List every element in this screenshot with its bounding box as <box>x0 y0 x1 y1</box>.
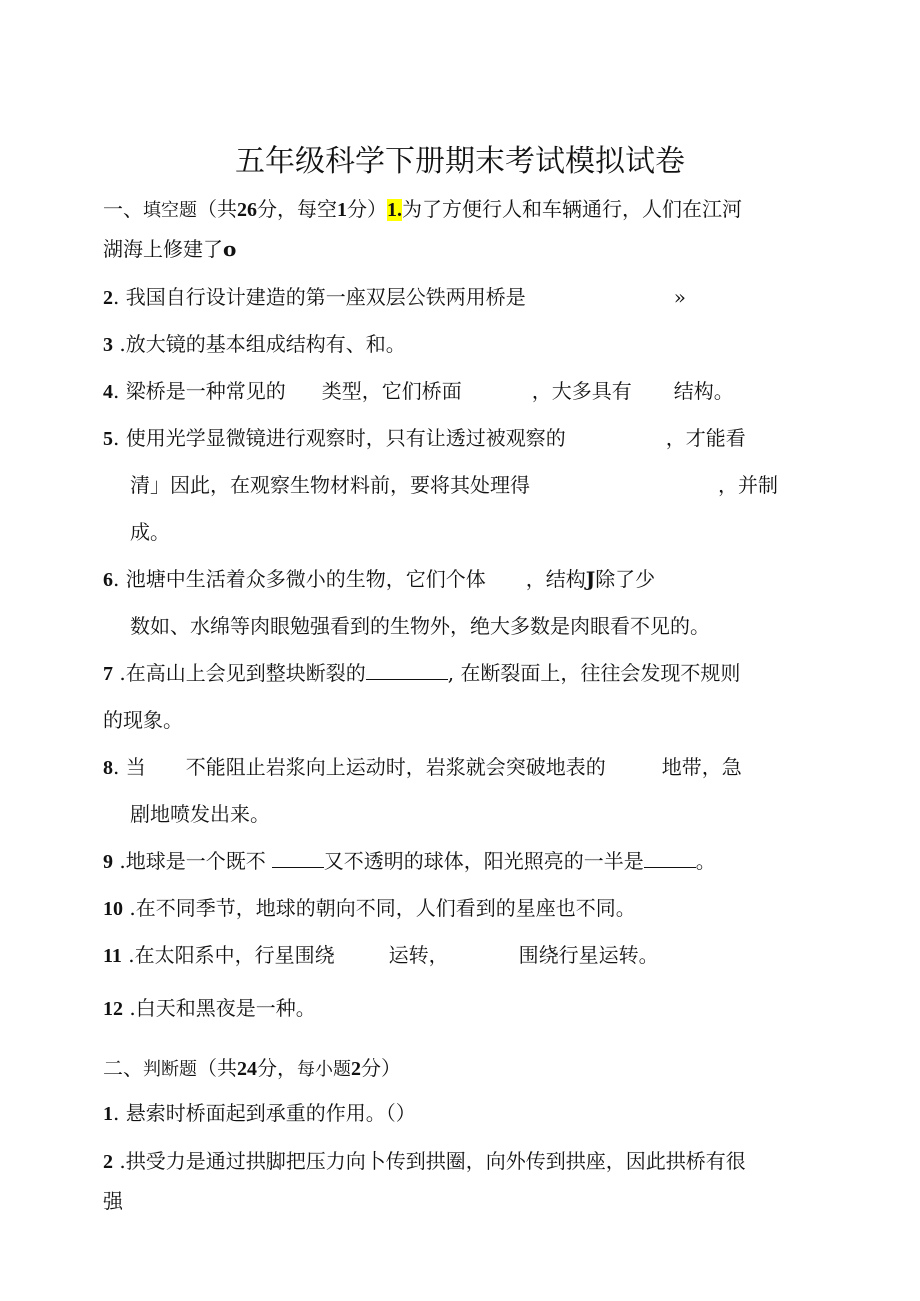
question-number: 2 <box>103 287 113 309</box>
question-number: 8 <box>103 757 113 779</box>
question-text: . 我国自行设计建造的第一座双层公铁两用桥是 <box>113 285 526 309</box>
question-text: 。 <box>695 849 716 873</box>
section2-prefix: 二、 <box>103 1056 143 1080</box>
section1-prefix: 一、 <box>103 197 143 221</box>
section1-points: 26 <box>237 199 257 221</box>
question-number: 2 <box>103 1151 113 1173</box>
question-text: , 在断裂面上，往往会发现不规则 <box>447 661 741 685</box>
question-text: 地带，急 <box>661 755 742 779</box>
question-text: 除了少 <box>595 567 656 591</box>
question-text: 数如、水绵等肉眼勉强看到的生物外，绝大多数是肉眼看不见的。 <box>130 614 710 638</box>
question-number: 4 <box>103 381 113 403</box>
section2-paren-open: （共 <box>197 1056 237 1080</box>
question-11 <box>103 942 659 968</box>
question-8 <box>103 754 742 780</box>
section1-each-points: 1 <box>337 199 347 221</box>
question-5-line-2 <box>130 472 778 498</box>
question-text: 运转， <box>388 943 449 967</box>
question-text: . 当 <box>113 755 146 779</box>
question-number: 5 <box>103 428 113 450</box>
section2-paren-close: 分） <box>361 1056 401 1080</box>
question-text: 剧地喷发出来。 <box>130 802 270 826</box>
question-4 <box>103 378 734 404</box>
question-text: 不能阻止岩浆向上运动时，岩浆就会突破地表的 <box>185 755 606 779</box>
section1-each: 每空 <box>297 197 337 221</box>
question-10 <box>103 895 636 921</box>
judgment-2-line-2 <box>103 1188 123 1214</box>
judgment-2 <box>103 1148 746 1174</box>
section1-paren-open: （共 <box>197 197 237 221</box>
answer-blank <box>366 661 448 680</box>
question-5-line-3 <box>130 519 170 545</box>
question-text: .在高山上会见到整块断裂的 <box>113 661 366 685</box>
question-text: .在不同季节，地球的朝向不同，人们看到的星座也不同。 <box>123 896 636 920</box>
question-text: . 梁桥是一种常见的 <box>113 379 286 403</box>
section1-mid: 分， <box>257 197 297 221</box>
question-number: 12 <box>103 998 123 1020</box>
question-text: .拱受力是通过拱脚把压力向卜传到拱圈，向外传到拱座，因此拱桥有很 <box>113 1149 746 1173</box>
question-text: .地球是一个既不 <box>113 849 266 873</box>
question-text: . 池塘中生活着众多微小的生物，它们个体 <box>113 567 486 591</box>
question-6-line-2 <box>130 613 710 639</box>
section1-paren-close: 分） <box>347 197 387 221</box>
question-number: 6 <box>103 569 113 591</box>
question-number: 10 <box>103 898 123 920</box>
page-title: 五年级科学下册期末考试模拟试卷 <box>235 144 685 179</box>
question-text: .在太阳系中，行星围绕 <box>121 943 335 967</box>
section2-points: 24 <box>237 1058 257 1080</box>
section1-heading <box>103 196 742 222</box>
question-text: 成。 <box>130 520 170 544</box>
question-12 <box>103 995 316 1021</box>
question-3 <box>103 331 406 357</box>
answer-blank <box>644 849 696 868</box>
question-number: 1 <box>103 1103 113 1125</box>
q1-text-b: 湖海上修建了 <box>103 237 223 261</box>
question-text: . 使用光学显微镜进行观察时，只有让透过被观察的 <box>113 426 566 450</box>
question-6 <box>103 566 655 592</box>
question-text: 强 <box>103 1189 123 1213</box>
question-text: 围绕行星运转。 <box>518 943 659 967</box>
question-number: 11 <box>103 945 122 967</box>
question-text: 的现象。 <box>103 708 183 732</box>
question-8-line-2 <box>130 801 270 827</box>
question-text: 类型，它们桥面 <box>321 379 462 403</box>
judgment-1 <box>103 1100 416 1126</box>
question-7-line-2 <box>103 707 183 733</box>
question-5 <box>103 425 746 451</box>
section1-title: 填空题 <box>143 200 197 221</box>
question-7 <box>103 660 740 686</box>
section2-mid: 分， <box>257 1056 297 1080</box>
question-text-bold: J <box>585 567 596 591</box>
question-text: 清」因此，在观察生物材料前，要将其处理得 <box>130 473 530 497</box>
question-9 <box>103 848 716 874</box>
q1-number: 1. <box>387 199 402 221</box>
section2-each-points: 2 <box>351 1058 361 1080</box>
question-number: 7 <box>103 663 113 685</box>
q1-end: o <box>223 237 237 261</box>
q1-line-2 <box>103 236 236 262</box>
question-tail: » <box>673 285 686 309</box>
question-text: 又不透明的球体，阳光照亮的一半是 <box>323 849 644 873</box>
section2-each: 每小题 <box>297 1059 351 1080</box>
question-text: ，并制 <box>718 473 778 497</box>
question-text: .放大镜的基本组成结构有、和。 <box>113 332 406 356</box>
answer-blank <box>272 849 324 868</box>
question-number: 3 <box>103 334 113 356</box>
question-text: ，才能看 <box>665 426 746 450</box>
question-text: .白天和黑夜是一种。 <box>123 996 316 1020</box>
question-text: ，结构 <box>525 567 586 591</box>
q1-text-a: 为了方便行人和车辆通行，人们在江河 <box>402 197 742 221</box>
question-2 <box>103 284 686 310</box>
question-text: . 悬索时桥面起到承重的作用。（） <box>113 1101 416 1125</box>
section2-title: 判断题 <box>143 1059 197 1080</box>
question-text: ，大多具有 <box>531 379 632 403</box>
section2-heading <box>103 1055 401 1081</box>
question-text: 结构。 <box>673 379 734 403</box>
question-number: 9 <box>103 851 113 873</box>
